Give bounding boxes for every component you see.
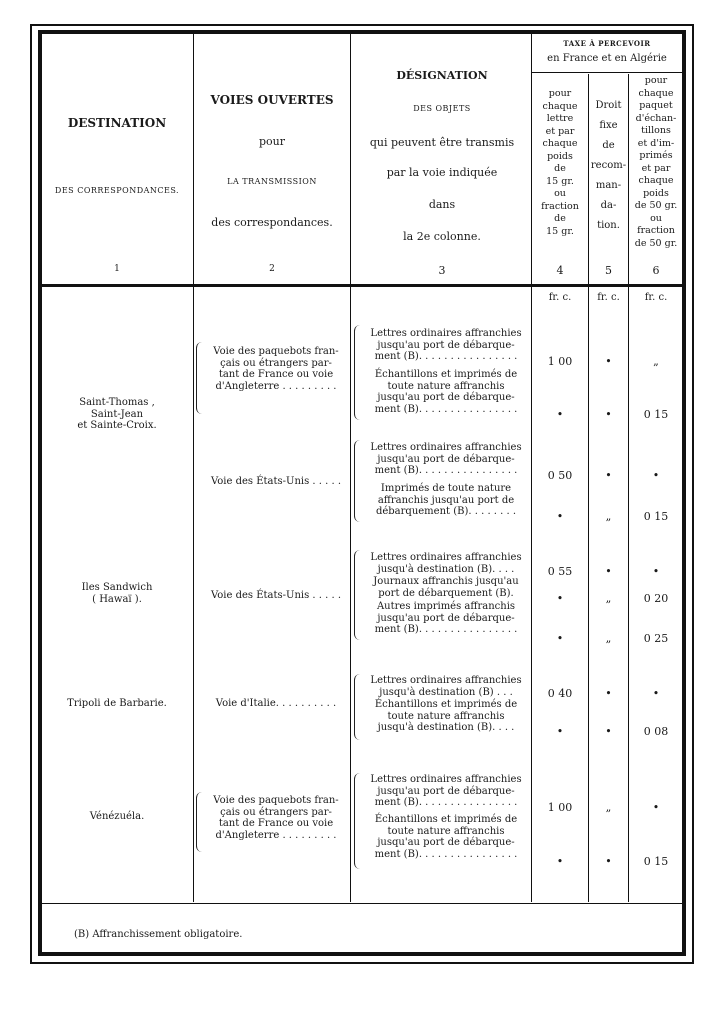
objet-echantillons: Échantillons et imprimés de toute nature affranchis jusqu'à destination (B). . . . — [374, 699, 518, 733]
tax-col4: • — [556, 855, 564, 868]
objets-brace — [354, 325, 361, 420]
tax-col6: 0 15 — [643, 855, 669, 868]
col2-line2: pour — [258, 135, 285, 148]
tax-col4: 1 00 — [547, 355, 573, 368]
col6-header: pour chaque paquet d'échan- tillons et d'im- primés et par chaque poids de 50 gr. ou fraction de 50 gr. — [634, 75, 678, 249]
col3-line3: qui peuvent être transmis — [369, 136, 515, 149]
taxe-subtitle: en France et en Algérie — [547, 53, 667, 64]
tax-col4: 0 40 — [547, 687, 573, 700]
tax-col4: • — [556, 592, 564, 605]
col-number-1: 1 — [114, 264, 120, 274]
unit-col6: fr. c. — [644, 292, 668, 303]
tax-col5: • — [605, 725, 612, 738]
tax-col4: 0 50 — [547, 469, 573, 482]
tax-col6: 0 20 — [643, 592, 669, 605]
col1-subtitle: DES CORRESPONDANCES. — [54, 186, 180, 195]
unit-col4: fr. c. — [548, 292, 572, 303]
col3-line5: dans — [428, 198, 456, 211]
voie-paquebots-2: Voie des paquebots fran- çais ou étrangers par- tant de France ou voie d'Angleterre . . . . . . . . . — [213, 795, 339, 841]
tax-col4: 1 00 — [547, 801, 573, 814]
objet-echantillons: Échantillons et imprimés de toute nature affranchis jusqu'au port de débarque- ment (B). . . . . . . . . . . . . . . . — [374, 814, 518, 860]
tax-col5: • — [605, 687, 612, 700]
objet-autres-imprimes: Autres imprimés affranchis jusqu'au port de débarque- ment (B). . . . . . . . . . . . . . . . — [374, 601, 518, 635]
col3-line4: par la voie indiquée — [386, 166, 498, 179]
voie-etats-unis-1: Voie des États-Unis . . . . . — [210, 476, 342, 487]
tax-col6: • — [652, 565, 660, 578]
tax-col5: „ — [605, 510, 612, 523]
col5-header: Droit fixe de recom- man- da- tion. — [590, 100, 627, 231]
objets-brace — [354, 773, 361, 869]
tax-col5: • — [605, 469, 612, 482]
objet-lettres: Lettres ordinaires affranchies jusqu'au port de débarque- ment (B). . . . . . . . . . . . . . . . — [370, 442, 522, 476]
tax-col4: • — [556, 632, 564, 645]
tax-col5: „ — [605, 801, 612, 814]
col2-line3: LA TRANSMISSION — [227, 177, 317, 186]
destination-iles-sandwich: Iles Sandwich ( Hawaï ). — [81, 582, 153, 605]
voie-brace — [196, 792, 203, 852]
objet-echantillons: Échantillons et imprimés de toute nature affranchis jusqu'au port de débarque- ment (B). . . . . . . . . . . . . . . . — [374, 369, 518, 415]
destination-venezuela: Vénézuéla. — [89, 811, 145, 822]
tax-col5: • — [605, 355, 612, 368]
footnote: (B) Affranchissement obligatoire. — [74, 929, 243, 940]
col2-title: VOIES OUVERTES — [210, 93, 334, 107]
voie-italie: Voie d'Italie. . . . . . . . . . — [215, 698, 337, 709]
objets-brace — [354, 550, 361, 640]
tax-col6: 0 15 — [643, 408, 669, 421]
tax-col5: „ — [605, 592, 612, 605]
tax-col4: 0 55 — [547, 565, 573, 578]
tax-col4: • — [556, 725, 564, 738]
voie-paquebots-1: Voie des paquebots fran- çais ou étrangers par- tant de France ou voie d'Angleterre . . . . . . . . . — [213, 346, 339, 392]
tax-col5: • — [605, 408, 612, 421]
col-number-5: 5 — [605, 264, 612, 277]
tax-col6: „ — [653, 355, 659, 368]
destination-saint-thomas: Saint-Thomas , Saint-Jean et Sainte-Croix. — [77, 397, 157, 431]
voie-etats-unis-2: Voie des États-Unis . . . . . — [210, 590, 342, 601]
col-divider-3 — [531, 34, 532, 902]
destination-tripoli: Tripoli de Barbarie. — [67, 698, 167, 709]
tax-col6: • — [652, 469, 660, 482]
unit-col5: fr. c. — [597, 292, 620, 303]
objets-brace — [354, 440, 361, 522]
col-divider-4 — [588, 74, 589, 902]
tax-col5: • — [605, 565, 612, 578]
tax-col4: • — [556, 408, 564, 421]
tax-col6: • — [652, 687, 660, 700]
voie-brace — [196, 342, 203, 414]
col4-header: pour chaque lettre et par chaque poids de 15 gr. ou fraction de 15 gr. — [541, 88, 579, 237]
col3-title: DÉSIGNATION — [396, 69, 488, 82]
header-rule — [42, 284, 682, 287]
tax-col6: 0 25 — [643, 632, 669, 645]
col-number-3: 3 — [438, 264, 446, 277]
col1-title: DESTINATION — [67, 116, 167, 130]
col-divider-2 — [350, 34, 351, 902]
objet-imprimes: Imprimés de toute nature affranchis jusqu'au port de débarquement (B). . . . . . . . — [375, 483, 517, 517]
col3-line6: la 2e colonne. — [403, 230, 481, 243]
tax-col4: • — [556, 510, 564, 523]
objet-lettres: Lettres ordinaires affranchies jusqu'au port de débarque- ment (B). . . . . . . . . . . . . . . . — [370, 774, 522, 808]
col-number-2: 2 — [269, 264, 275, 274]
col-divider-1 — [193, 34, 194, 902]
objet-lettres: Lettres ordinaires affranchies jusqu'à destination (B) . . . — [370, 675, 522, 698]
tax-col6: 0 15 — [643, 510, 669, 523]
objet-lettres: Lettres ordinaires affranchies jusqu'au port de débarque- ment (B). . . . . . . . . . . . . . . . — [370, 328, 522, 362]
col3-line2: DES OBJETS — [413, 104, 471, 113]
tax-col5: „ — [605, 632, 612, 645]
taxe-rule — [531, 72, 682, 73]
objet-lettres: Lettres ordinaires affranchies jusqu'à destination (B). . . . — [370, 552, 522, 575]
objets-brace — [354, 674, 361, 740]
col2-line4: des correspondances. — [211, 216, 333, 229]
col-number-4: 4 — [556, 264, 564, 277]
tax-col6: • — [652, 801, 660, 814]
tax-col5: • — [605, 855, 612, 868]
tax-col6: 0 08 — [643, 725, 669, 738]
taxe-title: TAXE À PERCEVOIR — [563, 39, 651, 48]
objet-journaux: Journaux affranchis jusqu'au port de débarquement (B). — [373, 576, 519, 599]
col-number-6: 6 — [652, 264, 660, 277]
footer-rule — [42, 903, 682, 904]
